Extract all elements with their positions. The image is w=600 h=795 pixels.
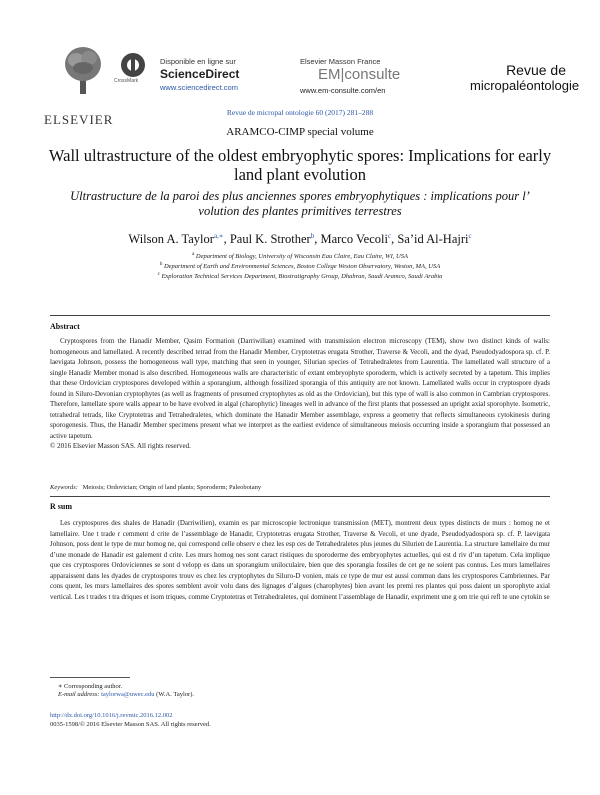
sciencedirect-link[interactable]: www.sciencedirect.com [160,83,238,92]
affiliation-c: $^c$ Exploration Technical Services Department, Biostratigraphy Group, Dhahran, Saudi Aramco, Saudi Arabia [157,272,443,281]
author-name[interactable]: Sa’id Al-Hajri [397,232,469,247]
author-separator: , [223,232,230,247]
elsevier-tree-logo [62,44,104,96]
abstract-heading: Abstract [50,322,80,331]
abstract-text: Cryptospores from the Hanadir Member, Qasim Formation (Darriwilian) examined with transmission electron microscopy (TEM), show two distinct kinds of walls: homogeneous and lamellated. A recently described tetrad from the Hanadir Member, Cryptotetras erugata Strother, Traverse & Vecoli, and the dyad, Pseudodyadospora sp. cf. P. laevigata Johnson, possess the homogeneous wall type, matching that seen in younger, Silurian species of Tetrahedraletes from Laurentia. The lamellated wall structure of a single Hanadir Member monad is also described. Homogeneous walls are characteristic of extant embryophyte sporoderm, which is actively secreted by a tapetum. This implies that these Ordovician cryptospores developed within a sporangium, although fossilized sporangia of this antiquity are not known. Lamellated walls occur in cryptospore dyads found in Siluro-Devonian cryptophytes (as well as fragments of presumed cryptophytes as old as the Ordovician), but this type of wall is also common in Cambrian cryptospores. Therefore, lamellate spore walls appear to be have evolved in algal (charophytic) lineages well in advance of the first plants that possessed an upright axial sporophyte. Isometric, tetrahedral tetrads, like Cryptotetras and Tetrahedraletes, which dominate the Hanadir Member assemblage, express a geometry that reflects simultaneous cytokinesis during sporogenesis. Thus, the Hanadir Member specimens present what we interpret as the earliest evidence of simultaneous meiosis occurring inside a sporangium that possessed an active tapetum. [50,337,550,440]
sciencedirect-brand: ScienceDirect [160,67,240,81]
em-consulte-brand: EM|consulte [318,66,401,83]
abstract-copyright: © 2016 Elsevier Masson SAS. All rights reserved. [50,442,191,450]
author-list [0,232,600,247]
resume-body [50,518,550,602]
article-french-title: Ultrastructure de la paroi des plus anciennes spores embryophytiques : implications pour l’ volution des plantes primitives terrestres [70,189,530,218]
email-label: E-mail address: [58,691,100,698]
corresponding-author-note: ∗ Corresponding author. [58,683,123,690]
author-separator: , [391,232,398,247]
doi-link[interactable]: http://dx.doi.org/10.1016/j.revmic.2016.12.002 [50,712,173,719]
email-link[interactable]: taylorwa@uwec.edu [101,691,155,698]
affiliation-b: $^b$ Department of Earth and Environmental Sciences, Boston College Weston Observatory, Weston, MA, USA [159,262,441,271]
author-name[interactable]: Paul K. Strother [229,232,311,247]
resume-text: Les cryptospores des shales de Hanadir (Darriwilien), examin es par microscopie lectronique transmission (MET), montrent deux types distincts de murs : homog ne et lamellaire. Une t trade r cemment d crite de l’assemblage de Hanadir, Cryptotetras erugata Strother, Traverse & Vecoli, et une dyade, Pseudodyadospora sp. cf. P. laevigata Johnson, poss dent le type de mur homog ne, qui correspond celle observ e chez les esp ces de Tetrahedraletes plus jeunes du Silurien de Laurentia. La structure lamellaire du mur d’une monade de Hanadir est galement d crite. Les murs homog nes sont caract ristiques du sporoderme des embryophytes actuelles, qui est d riv d’un tapetum. Cela implique que ces cryptospores Ordoviciennes se sont d velopp es dans un sporangium uniloculaire, bien que des sporangia fossiles de cet ge ne soient pas connus. Les murs lamellaires apparaissent dans les dyades de cryptospores trouv es chez les cryptophytes du Siluro-D vonien, mais ce type de mur est aussi commun dans les cryptospores Cambriennes. Par cons quent, les murs lamellaires des spores semblent avoir volu dans des lignages d’algues (charophytes) bien avant les premi res plantes qui poss daient un sporophyte axial vertical. Les t trades t tra driques et isom triques, comme Cryptotetras et Tetrahedraletes, qui dominent l’assemblage de Hanadir, expriment une g om trie qui refl te une cytokin se [50,519,550,601]
journal-name-line1: Revue de [506,62,566,78]
em-consulte-link[interactable]: www.em-consulte.com/en [300,86,386,95]
author-affiliation-marker[interactable]: c [387,232,392,240]
resume-heading: R sum [50,502,73,511]
author-affiliation-marker[interactable]: b [310,232,315,240]
journal-logo [470,62,580,93]
author-affiliation-marker[interactable]: a,∗ [213,232,224,240]
article-title: Wall ultrastructure of the oldest embryophytic spores: Implications for early land plant evolution [48,146,552,184]
email-suffix: (W.A. Taylor). [156,691,194,698]
email-footnote [58,691,194,698]
author-affiliation-marker[interactable]: c [468,232,472,240]
crossmark-label: CrossMark [114,78,139,84]
keywords-label: Keywords: [50,484,78,491]
keywords [50,484,550,491]
special-volume-label: ARAMCO-CIMP special volume [226,126,374,138]
crossmark-icon[interactable] [120,52,146,78]
divider-top [50,315,550,316]
sciencedirect-availability: Disponible en ligne sur [160,57,236,66]
footnote-divider [50,677,130,678]
journal-name-line2: micropaléontologie [470,78,580,93]
author-separator: , [314,232,321,247]
author-name[interactable]: Wilson A. Taylor [128,232,214,247]
keywords-text: Meiosis; Ordovician; Origin of land plants; Sporoderm; Paleobotany [82,484,262,491]
affiliation-a: $^a$ Department of Biology, University of Wisconsin Eau Claire, Eau Claire, WI, USA [192,252,408,261]
divider-middle [50,496,550,497]
author-name[interactable]: Marco Vecoli [320,232,388,247]
abstract-body [50,336,550,452]
journal-citation[interactable]: Revue de micropal ontologie 60 (2017) 281–288 [226,108,374,117]
em-publisher: Elsevier Masson France [300,57,381,66]
issn-copyright: 0035-1598/© 2016 Elsevier Masson SAS. All rights reserved. [50,721,211,728]
elsevier-wordmark: ELSEVIER [44,112,114,127]
